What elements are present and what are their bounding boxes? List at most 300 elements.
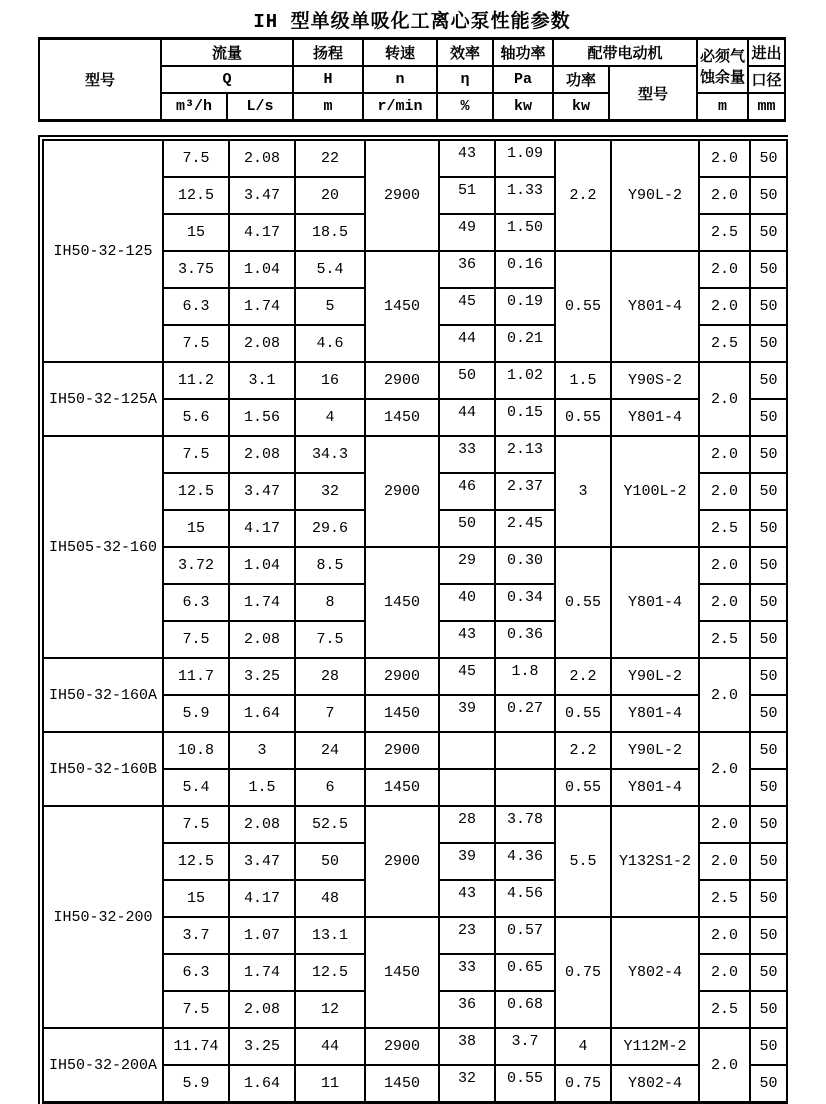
efficiency-cell — [439, 658, 495, 695]
flow-m3h-cell: 11.2 — [163, 362, 229, 399]
head-cell: 5.4 — [295, 251, 365, 288]
efficiency-cell — [439, 769, 495, 806]
motor-model-cell: Y90L-2 — [611, 732, 699, 769]
motor-model-cell: Y112M-2 — [611, 1028, 699, 1065]
flow-ls-cell: 2.08 — [229, 621, 295, 658]
npsh-cell: 2.0 — [699, 806, 750, 843]
flow-ls-cell: 1.56 — [229, 399, 295, 436]
data-table-outer-rule — [38, 135, 788, 1104]
col-header-head: 扬程 — [293, 39, 363, 67]
motor-power-cell: 2.2 — [555, 140, 611, 251]
motor-power-cell: 0.75 — [555, 917, 611, 1028]
inout-unit: mm — [748, 93, 785, 121]
npsh-cell: 2.0 — [699, 658, 750, 732]
motor-model-cell: Y801-4 — [611, 695, 699, 732]
efficiency-cell-value: 43 — [457, 885, 476, 902]
flow-unit-ls: L/s — [227, 93, 293, 121]
npsh-cell: 2.5 — [699, 991, 750, 1028]
efficiency-cell — [439, 954, 495, 991]
efficiency-symbol: η — [437, 66, 493, 93]
shaft-power-cell-value: 4.56 — [506, 885, 543, 902]
speed-cell: 1450 — [365, 251, 439, 362]
flow-m3h-cell: 7.5 — [163, 991, 229, 1028]
motor-model-cell: Y802-4 — [611, 917, 699, 1028]
npsh-cell: 2.5 — [699, 510, 750, 547]
efficiency-cell — [439, 288, 495, 325]
npsh-cell: 2.0 — [699, 732, 750, 806]
flow-ls-cell: 1.07 — [229, 917, 295, 954]
flow-ls-cell: 1.64 — [229, 1065, 295, 1103]
flow-m3h-cell: 3.72 — [163, 547, 229, 584]
npsh-cell: 2.0 — [699, 177, 750, 214]
flow-ls-cell: 2.08 — [229, 991, 295, 1028]
efficiency-cell-value: 29 — [457, 552, 476, 569]
head-cell: 32 — [295, 473, 365, 510]
speed-cell: 2900 — [365, 732, 439, 769]
table-row — [43, 806, 787, 843]
npsh-cell: 2.0 — [699, 288, 750, 325]
speed-cell: 2900 — [365, 806, 439, 917]
shaft-power-cell — [495, 769, 555, 806]
npsh-cell: 2.5 — [699, 325, 750, 362]
efficiency-cell — [439, 584, 495, 621]
shaft-power-cell-value: 1.33 — [506, 182, 543, 199]
shaft-power-cell — [495, 880, 555, 917]
diameter-cell: 50 — [750, 917, 787, 954]
efficiency-cell-value: 45 — [457, 293, 476, 310]
motor-model-cell: Y90L-2 — [611, 658, 699, 695]
motor-power-cell: 5.5 — [555, 806, 611, 917]
table-row — [43, 436, 787, 473]
flow-ls-cell: 3.1 — [229, 362, 295, 399]
speed-cell: 2900 — [365, 140, 439, 251]
col-header-npsh — [697, 39, 748, 94]
head-unit: m — [293, 93, 363, 121]
efficiency-cell — [439, 917, 495, 954]
motor-model-cell: Y801-4 — [611, 251, 699, 362]
flow-m3h-cell: 5.9 — [163, 695, 229, 732]
shaft-power-cell — [495, 584, 555, 621]
motor-power-cell: 0.55 — [555, 695, 611, 732]
flow-m3h-cell: 3.7 — [163, 917, 229, 954]
shaft-power-cell-value: 2.13 — [506, 441, 543, 458]
flow-m3h-cell: 7.5 — [163, 621, 229, 658]
diameter-cell: 50 — [750, 954, 787, 991]
flow-ls-cell: 3.47 — [229, 473, 295, 510]
shaft-power-cell-value: 1.50 — [506, 219, 543, 236]
diameter-cell: 50 — [750, 658, 787, 695]
shaft-power-cell-value: 0.30 — [506, 552, 543, 569]
flow-ls-cell: 2.08 — [229, 806, 295, 843]
npsh-cell: 2.0 — [699, 1028, 750, 1103]
motor-power-cell: 3 — [555, 436, 611, 547]
efficiency-cell-value: 44 — [457, 404, 476, 421]
head-cell: 8.5 — [295, 547, 365, 584]
shaft-power-cell — [495, 436, 555, 473]
npsh-cell: 2.0 — [699, 140, 750, 177]
motor-power-cell: 0.55 — [555, 251, 611, 362]
speed-cell: 1450 — [365, 769, 439, 806]
efficiency-cell — [439, 991, 495, 1028]
speed-unit: r/min — [363, 93, 437, 121]
flow-ls-cell: 1.04 — [229, 547, 295, 584]
efficiency-cell-value: 45 — [457, 663, 476, 680]
flow-m3h-cell: 7.5 — [163, 140, 229, 177]
motor-power-cell: 2.2 — [555, 658, 611, 695]
shaft-power-cell — [495, 547, 555, 584]
efficiency-cell-value: 32 — [457, 1070, 476, 1087]
pump-model-cell: IH50-32-200 — [43, 806, 163, 1028]
speed-cell: 2900 — [365, 362, 439, 399]
col-header-inout: 进出 — [748, 39, 785, 67]
header-row-1 — [39, 39, 785, 67]
head-cell: 16 — [295, 362, 365, 399]
data-table — [42, 139, 788, 1104]
diameter-cell: 50 — [750, 621, 787, 658]
efficiency-cell — [439, 695, 495, 732]
shaft-power-cell — [495, 177, 555, 214]
col-header-motor: 配带电动机 — [553, 39, 697, 67]
data-table-body — [43, 140, 787, 1103]
motor-power-cell: 2.2 — [555, 732, 611, 769]
flow-m3h-cell: 15 — [163, 214, 229, 251]
motor-model-cell: Y801-4 — [611, 399, 699, 436]
npsh-cell: 2.0 — [699, 251, 750, 288]
speed-cell: 1450 — [365, 1065, 439, 1103]
shaft-power-cell-value: 0.65 — [506, 959, 543, 976]
efficiency-cell-value: 46 — [457, 478, 476, 495]
col-header-shaft-power: 轴功率 — [493, 39, 553, 67]
flow-m3h-cell: 5.9 — [163, 1065, 229, 1103]
flow-ls-cell: 1.74 — [229, 954, 295, 991]
efficiency-cell — [439, 362, 495, 399]
flow-unit-m3h: m³/h — [161, 93, 227, 121]
efficiency-cell-value: 50 — [457, 515, 476, 532]
shaft-power-cell — [495, 843, 555, 880]
motor-power-cell: 4 — [555, 1028, 611, 1065]
shaft-power-cell — [495, 732, 555, 769]
efficiency-cell — [439, 510, 495, 547]
npsh-cell: 2.0 — [699, 954, 750, 991]
efficiency-cell-value: 44 — [457, 330, 476, 347]
header-table — [38, 37, 786, 122]
motor-power-cell: 0.75 — [555, 1065, 611, 1103]
table-row — [43, 362, 787, 399]
efficiency-cell — [439, 177, 495, 214]
flow-m3h-cell: 11.7 — [163, 658, 229, 695]
flow-m3h-cell: 12.5 — [163, 473, 229, 510]
head-cell: 7 — [295, 695, 365, 732]
diameter-cell: 50 — [750, 214, 787, 251]
diameter-cell: 50 — [750, 399, 787, 436]
motor-model-cell: Y132S1-2 — [611, 806, 699, 917]
speed-symbol: n — [363, 66, 437, 93]
flow-ls-cell: 4.17 — [229, 880, 295, 917]
flow-ls-cell: 4.17 — [229, 214, 295, 251]
motor-model-cell: Y90S-2 — [611, 362, 699, 399]
flow-ls-cell: 2.08 — [229, 140, 295, 177]
shaft-power-cell-value: 0.36 — [506, 626, 543, 643]
shaft-power-cell — [495, 806, 555, 843]
shaft-power-cell-value: 1.02 — [506, 367, 543, 384]
motor-model-cell: Y90L-2 — [611, 140, 699, 251]
efficiency-cell — [439, 251, 495, 288]
head-cell: 50 — [295, 843, 365, 880]
efficiency-cell — [439, 473, 495, 510]
efficiency-cell-value: 50 — [457, 367, 476, 384]
col-header-efficiency: 效率 — [437, 39, 493, 67]
diameter-cell: 50 — [750, 362, 787, 399]
npsh-cell: 2.0 — [699, 436, 750, 473]
npsh-cell: 2.0 — [699, 362, 750, 436]
table-row — [43, 1028, 787, 1065]
motor-model-cell: Y100L-2 — [611, 436, 699, 547]
diameter-cell: 50 — [750, 991, 787, 1028]
npsh-cell: 2.0 — [699, 843, 750, 880]
flow-symbol: Q — [161, 66, 293, 93]
shaft-power-cell — [495, 1065, 555, 1103]
motor-power-cell: 0.55 — [555, 547, 611, 658]
shaft-power-unit: kw — [493, 93, 553, 121]
efficiency-cell — [439, 843, 495, 880]
table-row — [43, 658, 787, 695]
head-cell: 44 — [295, 1028, 365, 1065]
efficiency-cell — [439, 214, 495, 251]
head-cell: 8 — [295, 584, 365, 621]
motor-model-cell: Y802-4 — [611, 1065, 699, 1103]
pump-model-cell: IH50-32-160A — [43, 658, 163, 732]
shaft-power-cell — [495, 917, 555, 954]
flow-ls-cell: 1.04 — [229, 251, 295, 288]
diameter-cell: 50 — [750, 880, 787, 917]
flow-m3h-cell: 3.75 — [163, 251, 229, 288]
head-cell: 4.6 — [295, 325, 365, 362]
pump-model-cell: IH50-32-125A — [43, 362, 163, 436]
efficiency-cell — [439, 1065, 495, 1103]
efficiency-cell-value: 33 — [457, 959, 476, 976]
diameter-cell: 50 — [750, 510, 787, 547]
head-cell: 6 — [295, 769, 365, 806]
efficiency-cell — [439, 140, 495, 177]
diameter-cell: 50 — [750, 547, 787, 584]
head-cell: 52.5 — [295, 806, 365, 843]
head-cell: 12 — [295, 991, 365, 1028]
shaft-power-cell — [495, 399, 555, 436]
diameter-cell: 50 — [750, 695, 787, 732]
flow-ls-cell: 2.08 — [229, 436, 295, 473]
shaft-power-cell — [495, 473, 555, 510]
pump-model-cell: IH50-32-160B — [43, 732, 163, 806]
flow-ls-cell: 3.47 — [229, 843, 295, 880]
npsh-cell: 2.0 — [699, 473, 750, 510]
flow-m3h-cell: 6.3 — [163, 584, 229, 621]
shaft-power-symbol: Pa — [493, 66, 553, 93]
shaft-power-cell-value: 0.27 — [506, 700, 543, 717]
npsh-label-line1: 必须气 — [700, 49, 746, 66]
flow-ls-cell: 1.74 — [229, 584, 295, 621]
speed-cell: 2900 — [365, 1028, 439, 1065]
npsh-unit: m — [697, 93, 748, 121]
shaft-power-cell-value: 1.09 — [506, 145, 543, 162]
flow-ls-cell: 3.25 — [229, 658, 295, 695]
motor-model-cell: Y801-4 — [611, 769, 699, 806]
shaft-power-cell — [495, 288, 555, 325]
col-header-speed: 转速 — [363, 39, 437, 67]
head-cell: 7.5 — [295, 621, 365, 658]
npsh-label-line2: 蚀余量 — [700, 70, 746, 87]
head-cell: 24 — [295, 732, 365, 769]
diameter-cell: 50 — [750, 1028, 787, 1065]
motor-power-unit: kw — [553, 93, 609, 121]
efficiency-cell — [439, 436, 495, 473]
motor-model-label: 型号 — [609, 66, 697, 121]
efficiency-cell — [439, 399, 495, 436]
flow-ls-cell: 4.17 — [229, 510, 295, 547]
shaft-power-cell — [495, 695, 555, 732]
flow-ls-cell: 1.64 — [229, 695, 295, 732]
diameter-cell: 50 — [750, 843, 787, 880]
shaft-power-cell-value: 0.19 — [506, 293, 543, 310]
flow-ls-cell: 1.74 — [229, 288, 295, 325]
efficiency-cell-value: 51 — [457, 182, 476, 199]
flow-m3h-cell: 6.3 — [163, 954, 229, 991]
speed-cell: 2900 — [365, 436, 439, 547]
motor-power-label: 功率 — [553, 66, 609, 93]
shaft-power-cell-value: 0.21 — [506, 330, 543, 347]
shaft-power-cell — [495, 621, 555, 658]
efficiency-cell — [439, 621, 495, 658]
efficiency-cell-value: 28 — [457, 811, 476, 828]
shaft-power-cell-value: 3.7 — [511, 1033, 539, 1050]
efficiency-cell-value: 43 — [457, 626, 476, 643]
flow-m3h-cell: 11.74 — [163, 1028, 229, 1065]
shaft-power-cell-value: 0.16 — [506, 256, 543, 273]
speed-cell: 1450 — [365, 917, 439, 1028]
motor-power-cell: 1.5 — [555, 362, 611, 399]
diameter-cell: 50 — [750, 251, 787, 288]
shaft-power-cell — [495, 140, 555, 177]
diameter-cell: 50 — [750, 325, 787, 362]
npsh-cell: 2.5 — [699, 621, 750, 658]
head-cell: 13.1 — [295, 917, 365, 954]
shaft-power-cell — [495, 325, 555, 362]
efficiency-cell-value: 36 — [457, 996, 476, 1013]
head-cell: 48 — [295, 880, 365, 917]
efficiency-cell-value: 39 — [457, 700, 476, 717]
diameter-cell: 50 — [750, 288, 787, 325]
head-cell: 34.3 — [295, 436, 365, 473]
pump-model-cell: IH50-32-200A — [43, 1028, 163, 1103]
shaft-power-cell-value: 2.37 — [506, 478, 543, 495]
table-row — [43, 140, 787, 177]
flow-m3h-cell: 5.4 — [163, 769, 229, 806]
diameter-cell: 50 — [750, 436, 787, 473]
efficiency-cell-value: 33 — [457, 441, 476, 458]
speed-cell: 2900 — [365, 658, 439, 695]
flow-m3h-cell: 12.5 — [163, 177, 229, 214]
flow-ls-cell: 2.08 — [229, 325, 295, 362]
head-symbol: H — [293, 66, 363, 93]
efficiency-cell — [439, 880, 495, 917]
flow-m3h-cell: 15 — [163, 880, 229, 917]
flow-ls-cell: 1.5 — [229, 769, 295, 806]
efficiency-cell — [439, 547, 495, 584]
shaft-power-cell-value: 2.45 — [506, 515, 543, 532]
efficiency-cell — [439, 806, 495, 843]
efficiency-cell-value: 40 — [457, 589, 476, 606]
efficiency-cell-value: 38 — [457, 1033, 476, 1050]
head-cell: 18.5 — [295, 214, 365, 251]
head-cell: 11 — [295, 1065, 365, 1103]
flow-m3h-cell: 6.3 — [163, 288, 229, 325]
motor-model-cell: Y801-4 — [611, 547, 699, 658]
flow-m3h-cell: 7.5 — [163, 436, 229, 473]
shaft-power-cell — [495, 510, 555, 547]
shaft-power-cell-value: 3.78 — [506, 811, 543, 828]
diameter-cell: 50 — [750, 584, 787, 621]
npsh-cell: 2.5 — [699, 214, 750, 251]
speed-cell: 1450 — [365, 547, 439, 658]
inout-label-line2: 口径 — [748, 66, 785, 93]
diameter-cell: 50 — [750, 473, 787, 510]
flow-m3h-cell: 15 — [163, 510, 229, 547]
flow-m3h-cell: 12.5 — [163, 843, 229, 880]
head-cell: 4 — [295, 399, 365, 436]
col-header-flow: 流量 — [161, 39, 293, 67]
flow-m3h-cell: 7.5 — [163, 806, 229, 843]
shaft-power-cell — [495, 1028, 555, 1065]
shaft-power-cell-value: 0.68 — [506, 996, 543, 1013]
efficiency-cell — [439, 325, 495, 362]
efficiency-cell-value: 43 — [457, 145, 476, 162]
head-cell: 5 — [295, 288, 365, 325]
flow-ls-cell: 3.47 — [229, 177, 295, 214]
diameter-cell: 50 — [750, 1065, 787, 1103]
npsh-cell: 2.0 — [699, 584, 750, 621]
shaft-power-cell — [495, 991, 555, 1028]
speed-cell: 1450 — [365, 399, 439, 436]
head-cell: 20 — [295, 177, 365, 214]
flow-ls-cell: 3 — [229, 732, 295, 769]
shaft-power-cell-value: 4.36 — [506, 848, 543, 865]
npsh-cell: 2.0 — [699, 917, 750, 954]
npsh-cell: 2.5 — [699, 880, 750, 917]
flow-m3h-cell: 7.5 — [163, 325, 229, 362]
efficiency-cell-value: 36 — [457, 256, 476, 273]
motor-power-cell: 0.55 — [555, 769, 611, 806]
shaft-power-cell — [495, 251, 555, 288]
diameter-cell: 50 — [750, 140, 787, 177]
head-cell: 12.5 — [295, 954, 365, 991]
efficiency-cell-value: 39 — [457, 848, 476, 865]
diameter-cell: 50 — [750, 177, 787, 214]
diameter-cell: 50 — [750, 769, 787, 806]
head-cell: 28 — [295, 658, 365, 695]
col-header-model: 型号 — [39, 39, 161, 121]
shaft-power-cell-value: 0.15 — [506, 404, 543, 421]
pump-model-cell: IH50-32-125 — [43, 140, 163, 362]
pump-model-cell: IH505-32-160 — [43, 436, 163, 658]
flow-ls-cell: 3.25 — [229, 1028, 295, 1065]
efficiency-cell-value: 23 — [457, 922, 476, 939]
shaft-power-cell — [495, 954, 555, 991]
npsh-cell: 2.0 — [699, 547, 750, 584]
shaft-power-cell-value: 1.8 — [511, 663, 539, 680]
shaft-power-cell — [495, 658, 555, 695]
head-cell: 22 — [295, 140, 365, 177]
flow-m3h-cell: 5.6 — [163, 399, 229, 436]
shaft-power-cell — [495, 362, 555, 399]
